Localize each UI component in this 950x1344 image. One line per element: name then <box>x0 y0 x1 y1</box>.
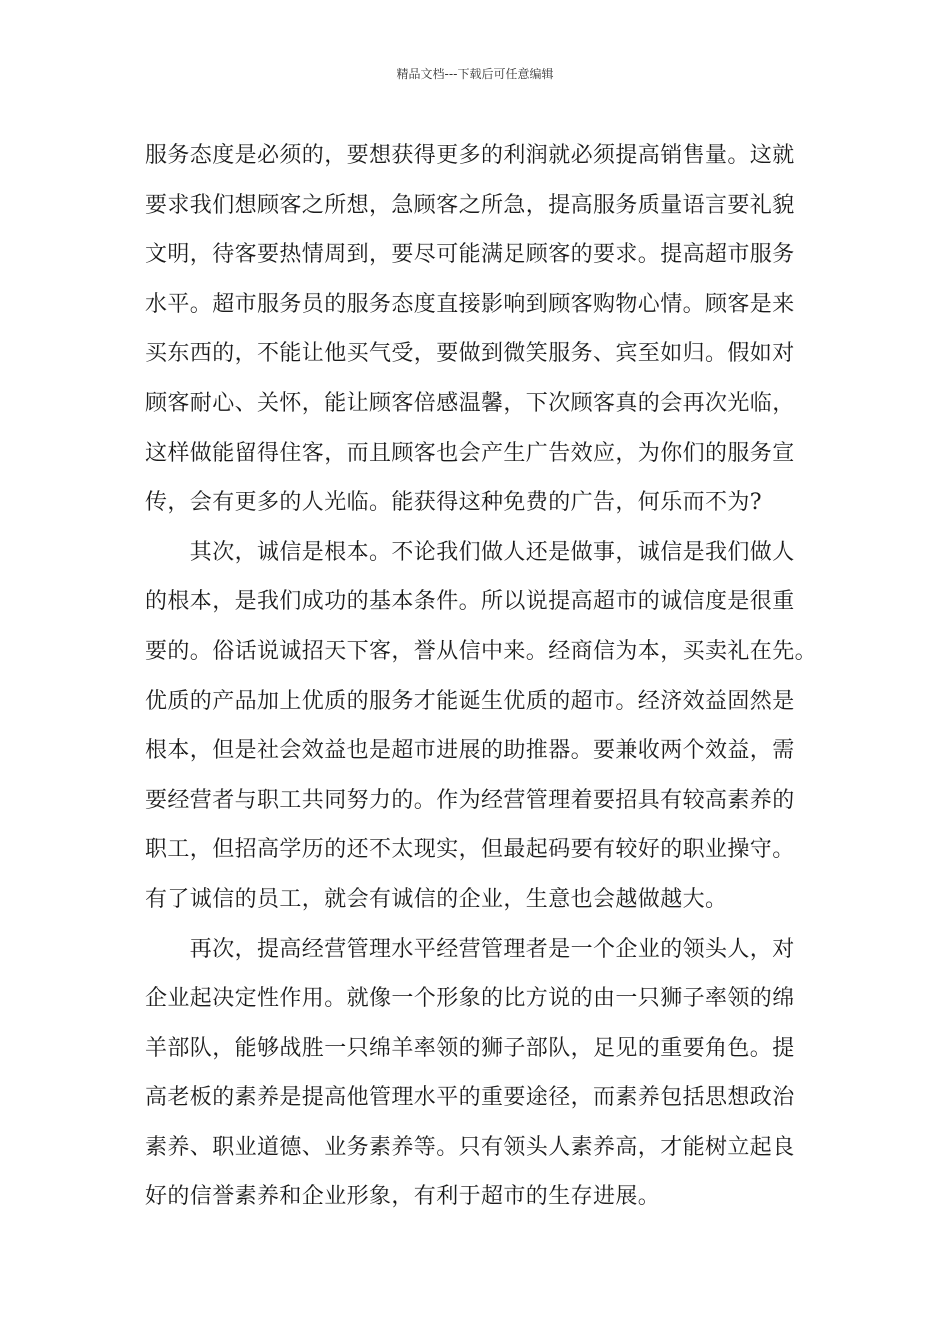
page-header: 精品文档---下载后可任意编辑 <box>396 67 554 81</box>
text-line: 好的信誉素养和企业形象，有利于超市的生存进展。 <box>145 1184 661 1210</box>
text-line: 顾客耐心、关怀，能让顾客倍感温馨，下次顾客真的会再次光临， <box>145 390 795 416</box>
text-line: 高老板的素养是提高他管理水平的重要途径，而素养包括思想政治 <box>145 1085 795 1111</box>
text-line: 企业起决定性作用。就像一个形象的比方说的由一只狮子率领的绵 <box>145 986 795 1012</box>
text-line: 传，会有更多的人光临。能获得这种免费的广告，何乐而不为? <box>145 490 762 516</box>
text-line: 职工，但招高学历的还不太现实，但最起码要有较好的职业操守。 <box>145 837 795 863</box>
document-body <box>145 131 825 1222</box>
text-line: 这样做能留得住客，而且顾客也会产生广告效应，为你们的服务宣 <box>145 440 795 466</box>
text-line: 素养、职业道德、业务素养等。只有领头人素养高，才能树立起良 <box>145 1134 795 1160</box>
paragraph-integrity <box>145 528 825 925</box>
text-line: 其次，诚信是根本。不论我们做人还是做事，诚信是我们做人 <box>145 539 795 565</box>
paragraph-management <box>145 925 825 1223</box>
text-line: 要经营者与职工共同努力的。作为经营管理着要招具有较高素养的 <box>145 787 795 813</box>
text-line: 要求我们想顾客之所想，急顾客之所急，提高服务质量语言要礼貌 <box>145 192 795 218</box>
text-line: 水平。超市服务员的服务态度直接影响到顾客购物心情。顾客是来 <box>145 291 795 317</box>
text-line: 服务态度是必须的，要想获得更多的利润就必须提高销售量。这就 <box>145 143 795 168</box>
text-line: 羊部队，能够战胜一只绵羊率领的狮子部队，足见的重要角色。提 <box>145 1035 795 1061</box>
paragraph-service <box>145 131 825 528</box>
text-line: 优质的产品加上优质的服务才能诞生优质的超市。经济效益固然是 <box>145 688 795 714</box>
text-line: 根本，但是社会效益也是超市进展的助推器。要兼收两个效益，需 <box>145 738 795 764</box>
text-line: 要的。俗话说诚招天下客，誉从信中来。经商信为本，买卖礼在先。 <box>145 638 818 664</box>
text-line: 买东西的，不能让他买气受，要做到微笑服务、宾至如归。假如对 <box>145 341 795 367</box>
text-line: 有了诚信的员工，就会有诚信的企业，生意也会越做越大。 <box>145 886 728 912</box>
text-line: 文明，待客要热情周到，要尽可能满足顾客的要求。提高超市服务 <box>145 242 795 268</box>
text-line: 的根本，是我们成功的基本条件。所以说提高超市的诚信度是很重 <box>145 589 795 615</box>
text-line: 再次，提高经营管理水平经营管理者是一个企业的领头人，对 <box>145 936 795 962</box>
